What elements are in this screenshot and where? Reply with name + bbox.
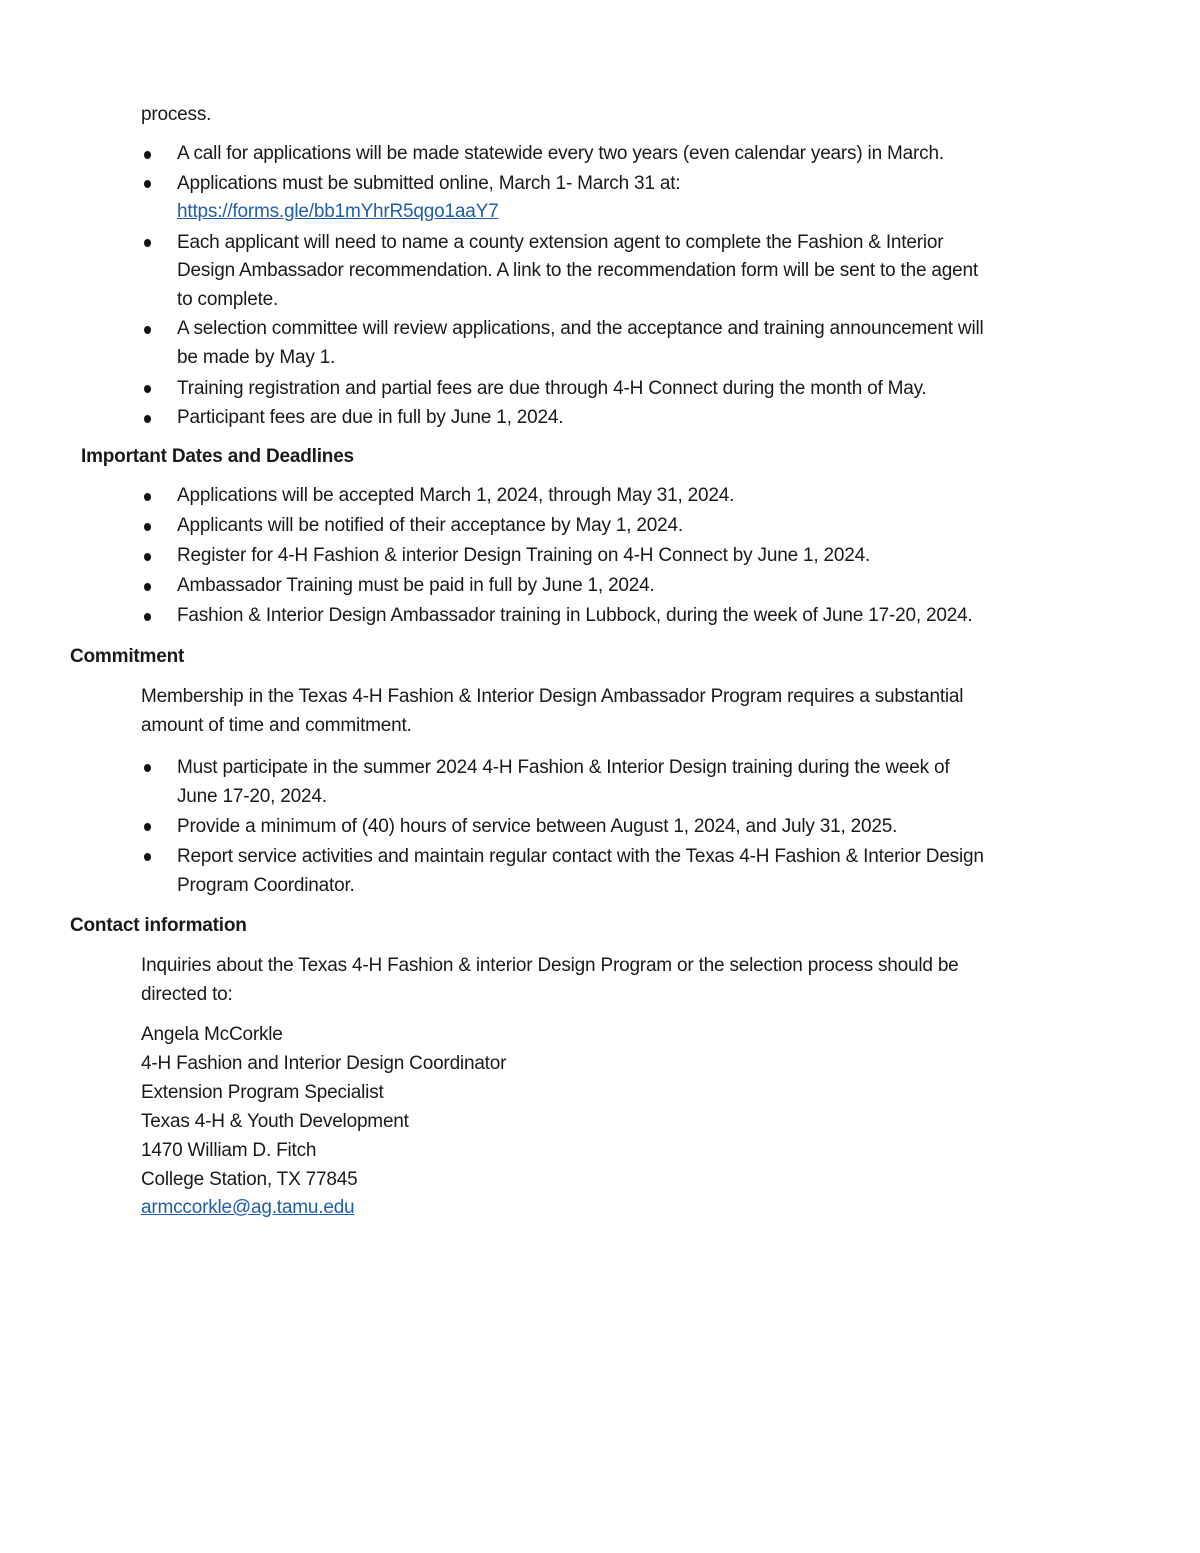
list-item: Must participate in the summer 2024 4-H Fashion & Interior Design training during the week of — [177, 757, 950, 778]
list-item: Applicants will be notified of their acceptance by May 1, 2024. — [177, 515, 683, 536]
contact-paragraph: Inquiries about the Texas 4-H Fashion & interior Design Program or the selection process should be — [141, 955, 959, 976]
list-item: Each applicant will need to name a county extension agent to complete the Fashion & Interior — [177, 232, 944, 253]
list-item-continued: to complete. — [177, 289, 279, 310]
bullet-icon — [144, 823, 151, 831]
list-item: Applications will be accepted March 1, 2024, through May 31, 2024. — [177, 485, 735, 506]
bullet-icon — [144, 493, 151, 501]
bullet-icon — [144, 523, 151, 531]
contact-email-link[interactable]: armccorkle@ag.tamu.edu — [141, 1197, 355, 1218]
list-item: Fashion & Interior Design Ambassador training in Lubbock, during the week of June 17-20, 2024. — [177, 605, 973, 626]
list-item-continued: be made by May 1. — [177, 347, 336, 368]
bullet-icon — [144, 385, 151, 393]
list-item-continued: Program Coordinator. — [177, 875, 355, 896]
bullet-icon — [144, 613, 151, 621]
bullet-icon — [144, 180, 151, 188]
bullet-icon — [144, 326, 151, 334]
bullet-icon — [144, 415, 151, 423]
application-form-link[interactable]: https://forms.gle/bb1mYhrR5qgo1aaY7 — [177, 201, 499, 222]
list-item: Training registration and partial fees are due through 4-H Connect during the month of May. — [177, 378, 927, 399]
bullet-icon — [144, 583, 151, 591]
list-item: Applications must be submitted online, March 1- March 31 at: — [177, 173, 681, 194]
bullet-icon — [144, 151, 151, 159]
intro-continuation: process. — [141, 104, 212, 125]
section-heading-dates: Important Dates and Deadlines — [81, 446, 354, 467]
contact-street: 1470 William D. Fitch — [141, 1140, 317, 1161]
list-item-continued: June 17-20, 2024. — [177, 786, 327, 807]
section-heading-commitment: Commitment — [70, 646, 185, 667]
contact-paragraph-continued: directed to: — [141, 984, 233, 1005]
list-item: Provide a minimum of (40) hours of service between August 1, 2024, and July 31, 2025. — [177, 816, 898, 837]
commitment-paragraph: Membership in the Texas 4-H Fashion & Interior Design Ambassador Program requires a substantial — [141, 686, 964, 707]
section-heading-contact: Contact information — [70, 915, 247, 936]
bullet-icon — [144, 239, 151, 247]
bullet-icon — [144, 553, 151, 561]
list-item: Report service activities and maintain regular contact with the Texas 4-H Fashion & Interior Design — [177, 846, 984, 867]
contact-name: Angela McCorkle — [141, 1024, 283, 1045]
bullet-icon — [144, 764, 151, 772]
list-item: A selection committee will review applications, and the acceptance and training announcement will — [177, 318, 984, 339]
list-item: Participant fees are due in full by June 1, 2024. — [177, 407, 564, 428]
contact-role: Extension Program Specialist — [141, 1082, 384, 1103]
bullet-icon — [144, 853, 151, 861]
contact-city: College Station, TX 77845 — [141, 1169, 358, 1190]
list-item: A call for applications will be made statewide every two years (even calendar years) in March. — [177, 143, 944, 164]
contact-title: 4-H Fashion and Interior Design Coordinator — [141, 1053, 507, 1074]
list-item-continued: Design Ambassador recommendation. A link to the recommendation form will be sent to the agent — [177, 260, 978, 281]
list-item: Register for 4-H Fashion & interior Design Training on 4-H Connect by June 1, 2024. — [177, 545, 871, 566]
list-item: Ambassador Training must be paid in full by June 1, 2024. — [177, 575, 655, 596]
contact-organization: Texas 4-H & Youth Development — [141, 1111, 409, 1132]
commitment-paragraph-continued: amount of time and commitment. — [141, 715, 412, 736]
